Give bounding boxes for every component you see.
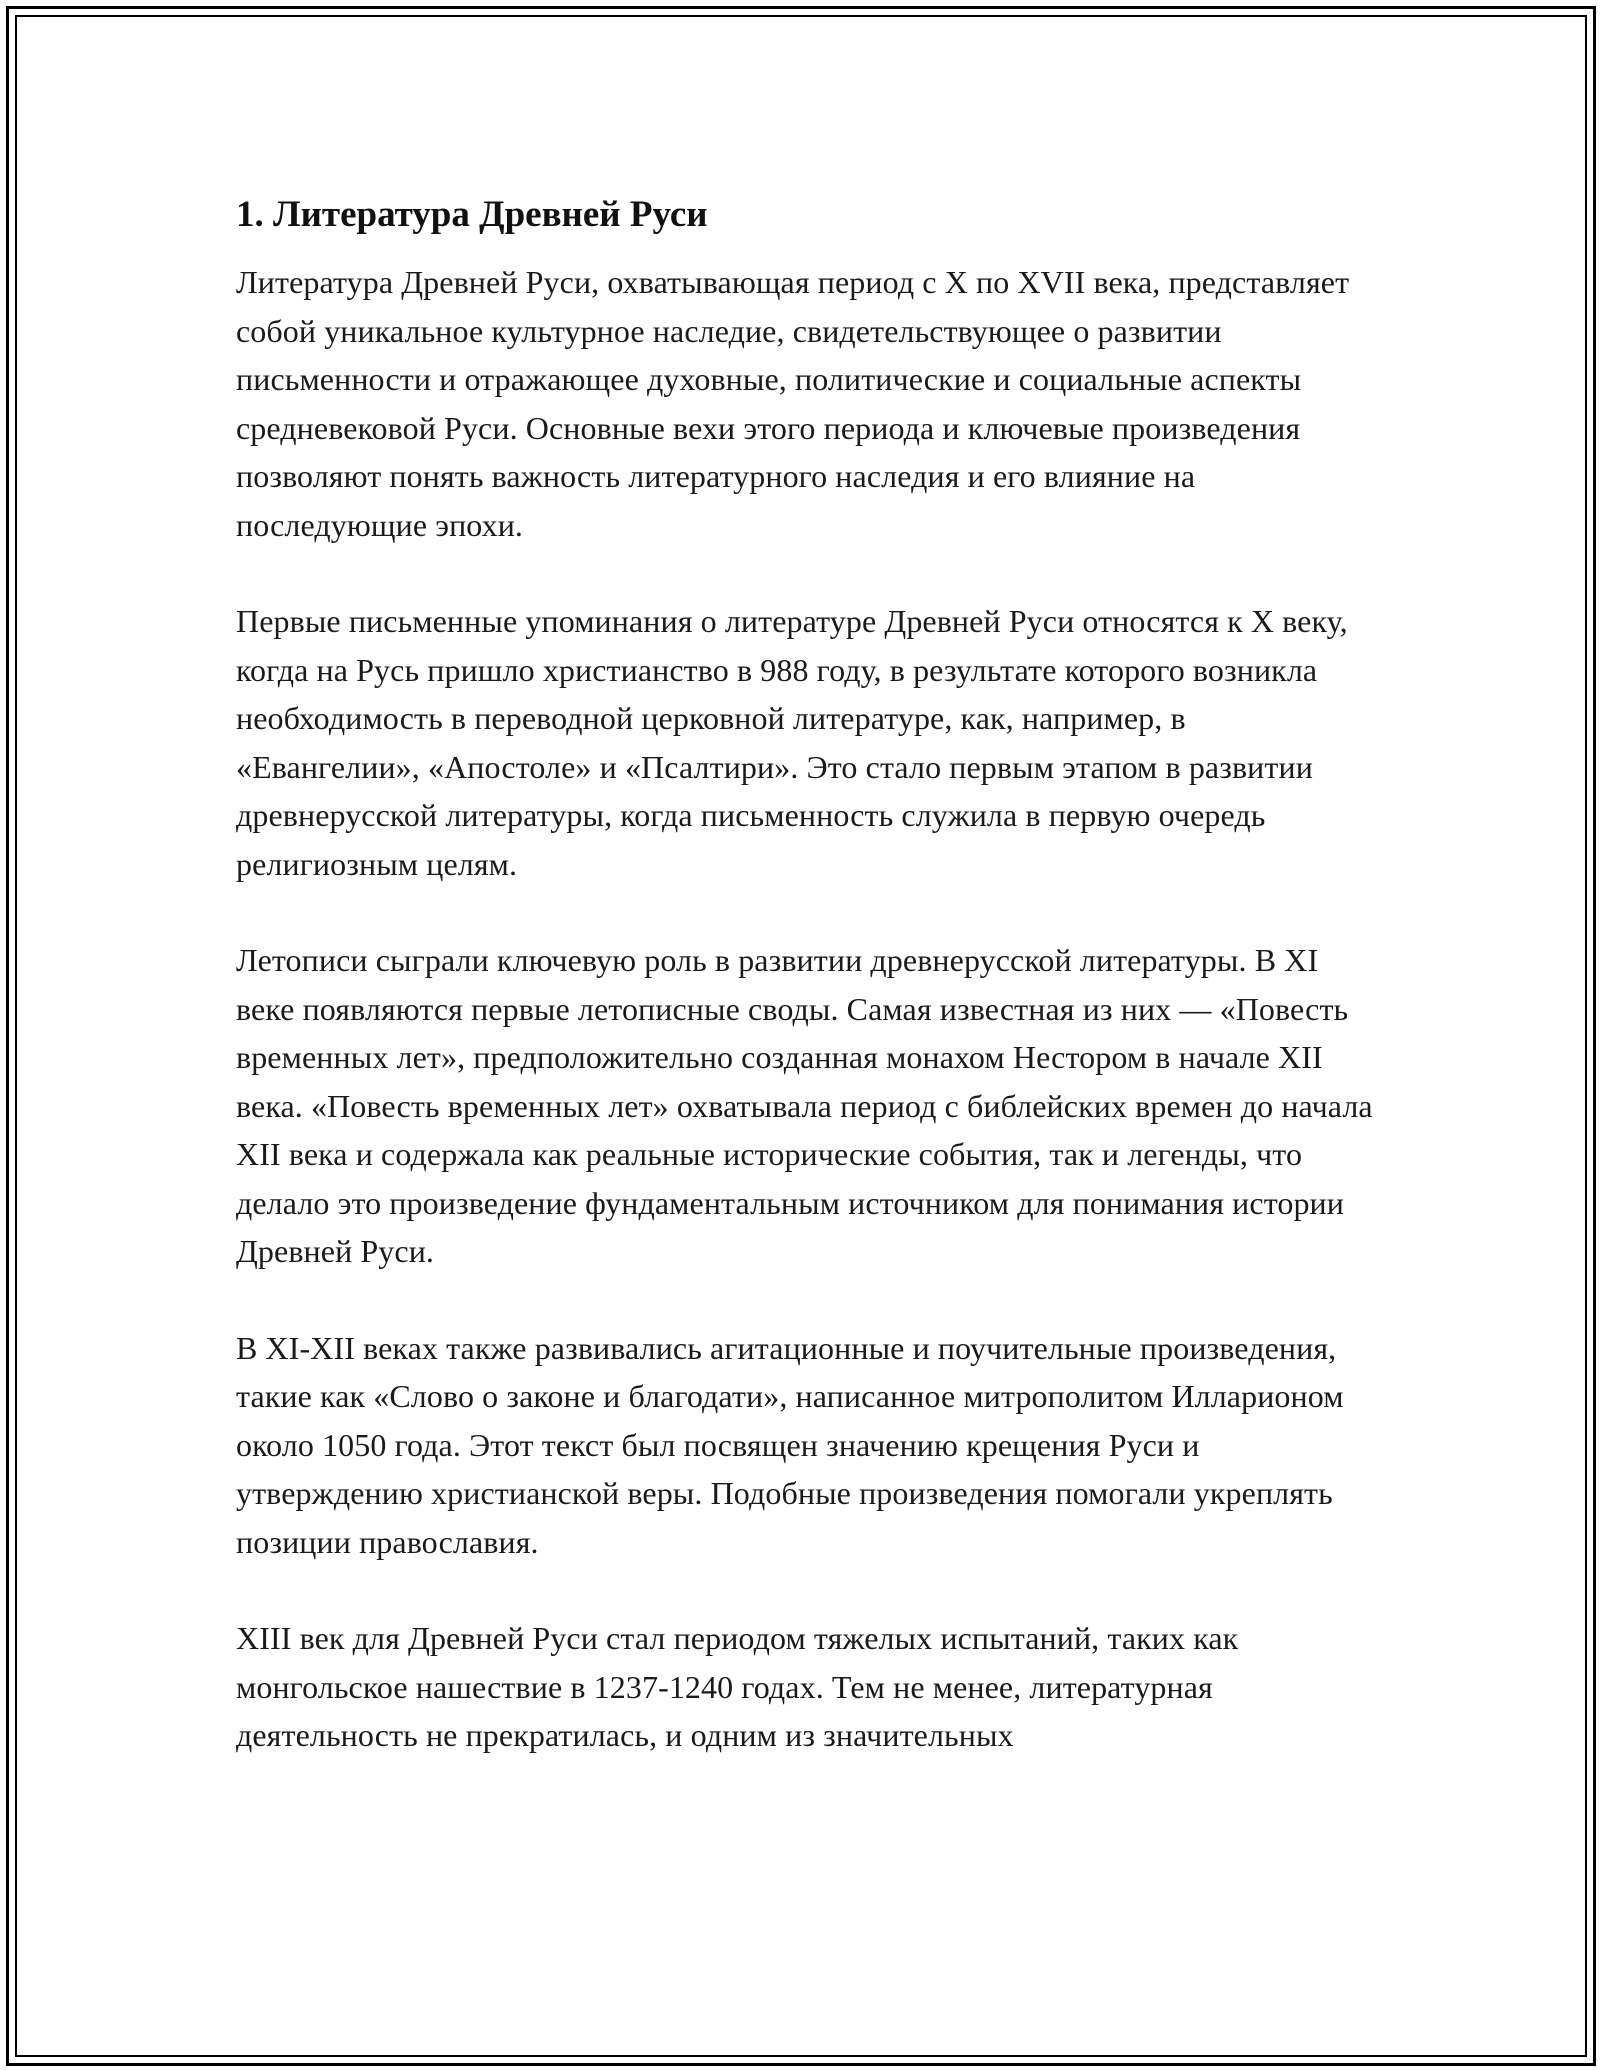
document-body [236,188,1376,1808]
paragraph-intro: Литература Древней Руси, охватывающая период с X по XVII века, представляет собой уникальное культурное наследие, свидетельствующее о развитии письменности и отражающее духовные, политические и социальные аспекты средневековой Руси. Основные вехи этого периода и ключевые произведения позволяют понять важность литературного наследия и его влияние на последующие эпохи. [236,264,1350,543]
section-heading: 1. Литература Древней Руси [236,194,708,235]
paragraph-first-mentions: Первые письменные упоминания о литературе Древней Руси относятся к X веку, когда на Русь пришло христианство в 988 году, в результате которого возникла необходимость в переводной церковной литературе, как, например, в «Евангелии», «Апостоле» и «Псалтири». Это стало первым этапом в развитии древнерусской литературы, когда письменность служила в первую очередь религиозным целям. [236,603,1348,882]
paragraph-chronicles: Летописи сыграли ключевую роль в развитии древнерусской литературы. В XI веке появляются первые летописные своды. Самая известная из них — «Повесть временных лет», предположительно созданная монахом Нестором в начале XII века. «Повесть временных лет» охватывала период с библейских времен до начала XII века и содержала как реальные исторические события, так и легенды, что делало это произведение фундаментальным источником для понимания истории Древней Руси. [236,942,1373,1269]
paragraph-13th-century: XIII век для Древней Руси стал периодом тяжелых испытаний, таких как монгольское нашествие в 1237-1240 годах. Тем не менее, литературная деятельность не прекратилась, и одним из значительных [236,1620,1239,1753]
paragraph-sermons: В XI-XII веках также развивались агитационные и поучительные произведения, такие как «Слово о законе и благодати», написанное митрополитом Илларионом около 1050 года. Этот текст был посвящен значению крещения Руси и утверждению христианской веры. Подобные произведения помогали укреплять позиции православия. [236,1329,1344,1560]
